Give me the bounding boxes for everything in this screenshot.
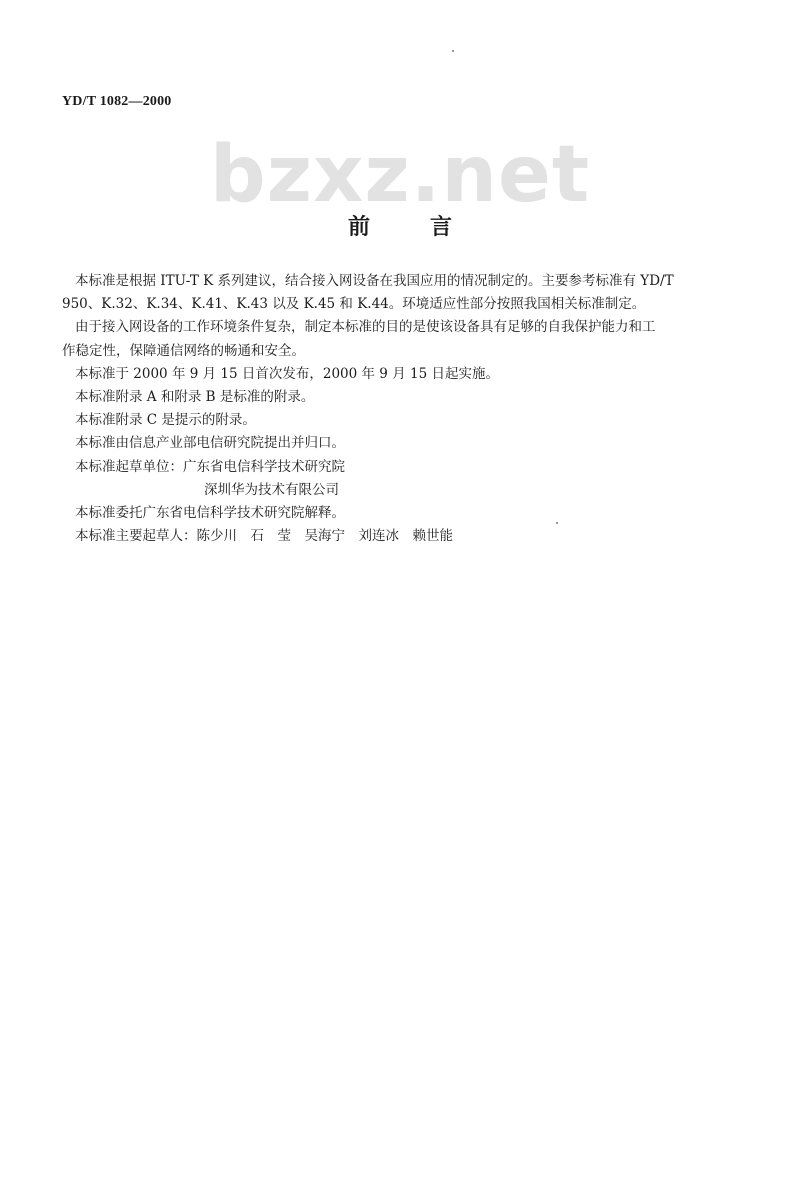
paragraph-interpretation: 本标准委托广东省电信科学技术研究院解释。 (75, 505, 345, 522)
paragraph-basis-line-2: 950、K.32、K.34、K.41、K.43 以及 K.45 和 K.44。环境适应性部分按照我国相关标准制定。 (62, 296, 646, 313)
paragraph-purpose-line-2: 作稳定性，保障通信网络的畅通和安全。 (62, 342, 305, 359)
watermark-text: bzxz.net (209, 130, 591, 220)
standard-code: YD/T 1082—2000 (62, 94, 172, 109)
page-title: 前言 (347, 215, 512, 240)
paragraph-drafting-units-second: 深圳华为技术有限公司 (204, 481, 339, 498)
scan-speck (452, 50, 454, 52)
paragraph-proposer: 本标准由信息产业部电信研究院提出并归口。 (75, 435, 345, 452)
paragraph-basis-line-1: 本标准是根据 ITU-T K 系列建议，结合接入网设备在我国应用的情况制定的。主要参考标准有 YD/T (75, 273, 674, 289)
paragraph-drafting-units: 本标准起草单位：广东省电信科学技术研究院 (75, 458, 345, 475)
paragraph-appendix-ab: 本标准附录 A 和附录 B 是标准的附录。 (75, 389, 315, 406)
paragraph-appendix-c: 本标准附录 C 是提示的附录。 (75, 412, 256, 429)
paragraph-release-date: 本标准于 2000 年 9 月 15 日首次发布，2000 年 9 月 15 日起实施。 (75, 365, 499, 382)
paragraph-drafters: 本标准主要起草人：陈少川 石 莹 吴海宁 刘连冰 赖世能 (75, 528, 453, 545)
paragraph-purpose-line-1: 由于接入网设备的工作环境条件复杂，制定本标准的目的是使该设备具有足够的自我保护能力和工 (75, 319, 656, 336)
foreword-body (62, 270, 762, 548)
